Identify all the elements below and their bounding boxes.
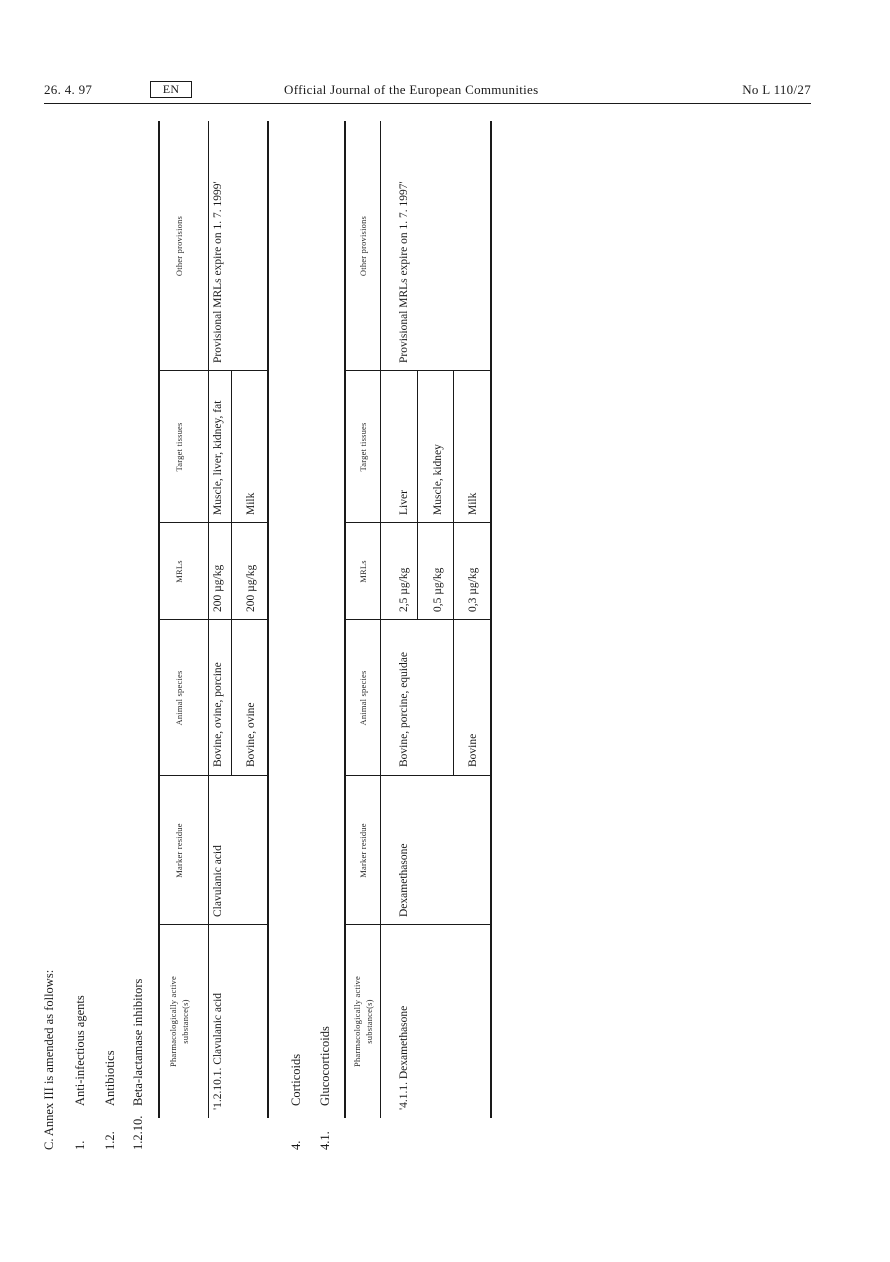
heading-1-2-text: Antibiotics xyxy=(103,1050,117,1106)
mrl-cell: 200 µg/kg xyxy=(212,564,224,612)
col-species-header: Animal species xyxy=(358,670,368,726)
substance-cell: '1.2.10.1. Clavulanic acid xyxy=(212,992,224,1110)
rotated-content xyxy=(42,150,522,1150)
mrl-cell: 2,5 µg/kg xyxy=(398,567,410,612)
heading-4-number: 4. xyxy=(289,1140,303,1150)
heading-4-1-number: 4.1. xyxy=(318,1131,332,1150)
species-cell: Bovine, ovine xyxy=(245,702,257,767)
heading-1-number: 1. xyxy=(73,1140,87,1150)
col-other-header: Other provisions xyxy=(174,215,184,277)
col-other-header: Other provisions xyxy=(358,215,368,277)
species-cell: Bovine, ovine, porcine xyxy=(212,662,224,767)
journal-title: Official Journal of the European Communities xyxy=(284,82,539,97)
mrl-cell: 0,3 µg/kg xyxy=(467,567,479,612)
other-provisions-cell: Provisional MRLs expire on 1. 7. 1999' xyxy=(212,181,224,363)
language-badge: EN xyxy=(150,81,192,98)
col-mrls-header: MRLs xyxy=(174,560,184,583)
col-marker-header: Marker residue xyxy=(358,823,368,878)
col-mrls-header: MRLs xyxy=(358,560,368,583)
col-substance-header: Pharmacologically active substance(s) xyxy=(352,976,374,1067)
marker-cell: Clavulanic acid xyxy=(212,845,224,917)
species-cell: Bovine xyxy=(467,733,479,767)
header-date: 26. 4. 97 xyxy=(44,82,93,97)
col-marker-header: Marker residue xyxy=(174,823,184,878)
col-species-header: Animal species xyxy=(174,670,184,726)
marker-cell: Dexamethasone xyxy=(398,843,410,917)
header-rule xyxy=(44,103,811,104)
other-provisions-cell: Provisional MRLs expire on 1. 7. 1997' xyxy=(398,181,410,363)
page-reference: No L 110/27 xyxy=(742,82,811,97)
tissue-cell: Muscle, liver, kidney, fat xyxy=(212,400,224,515)
heading-1-text: Anti-infectious agents xyxy=(73,995,87,1106)
tissue-cell: Liver xyxy=(398,490,410,515)
tissue-cell: Milk xyxy=(245,492,257,515)
heading-1-2-10-number: 1.2.10. xyxy=(131,1115,145,1150)
mrl-cell: 0,5 µg/kg xyxy=(432,567,444,612)
col-substance-header: Pharmacologically active substance(s) xyxy=(168,976,190,1067)
heading-1-2-number: 1.2. xyxy=(103,1131,117,1150)
tissue-cell: Muscle, kidney xyxy=(432,444,444,515)
substance-cell: '4.1.1. Dexamethasone xyxy=(398,1005,410,1110)
heading-4-1-text: Glucocorticoids xyxy=(318,1026,332,1106)
col-tissues-header: Target tissues xyxy=(358,422,368,472)
annex-intro: C. Annex III is amended as follows: xyxy=(42,969,56,1150)
heading-4-text: Corticoids xyxy=(289,1053,303,1106)
col-tissues-header: Target tissues xyxy=(174,422,184,472)
tissue-cell: Milk xyxy=(467,492,479,515)
heading-1-2-10-text: Beta-lactamase inhibitors xyxy=(131,978,145,1106)
species-cell: Bovine, porcine, equidae xyxy=(398,652,410,767)
mrl-cell: 200 µg/kg xyxy=(245,564,257,612)
